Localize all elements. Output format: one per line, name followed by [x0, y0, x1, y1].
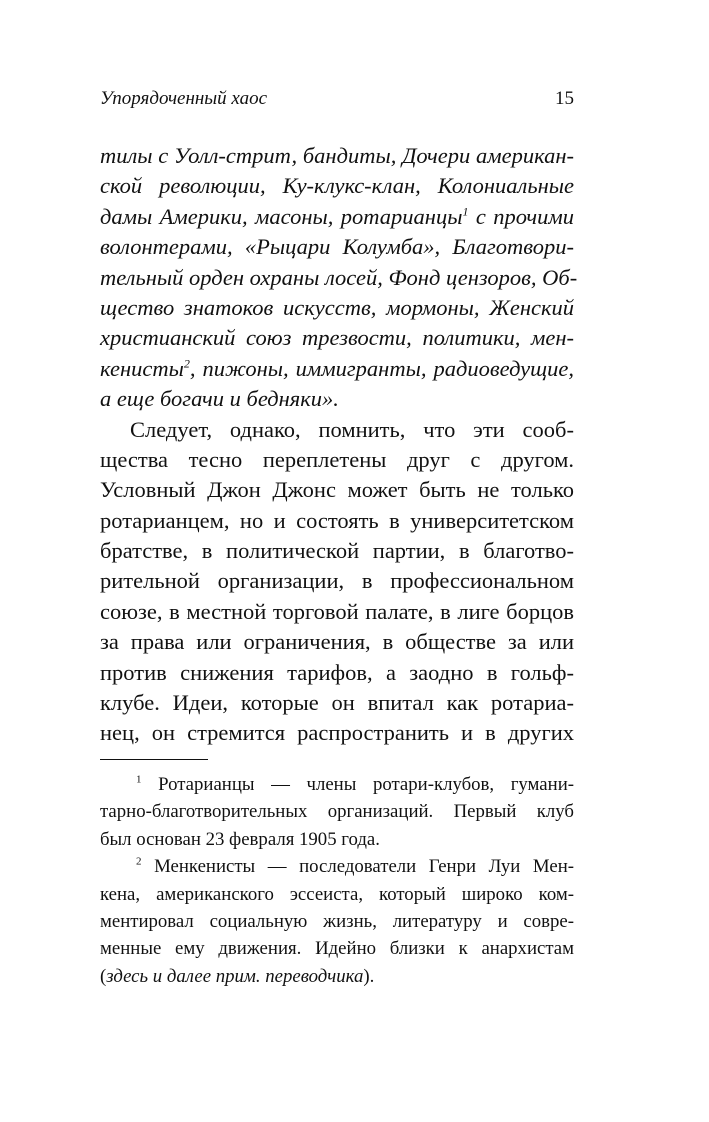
text-line: тилы с Уолл-стрит, бандиты, Дочери американ- [100, 143, 574, 168]
text-line: Условный Джон Джонс может быть не только [100, 477, 574, 503]
footnote-number: 1 [136, 773, 142, 786]
text-line: нец, он стремится распространить и в других [100, 720, 574, 746]
text-fragment: Ротарианцы — члены ротари-клубов, гумани- [141, 774, 574, 795]
footnote-1 [100, 771, 574, 853]
footnote-ref-2[interactable]: 2 [183, 356, 190, 371]
text-line: против снижения тарифов, а заодно в гольф- [100, 659, 574, 685]
footnote-ref-1[interactable]: 1 [462, 204, 469, 219]
page-number: 15 [555, 88, 574, 109]
footnote-line [100, 771, 574, 798]
body-paragraph [100, 415, 574, 749]
text-line [100, 354, 574, 384]
translator-note: здесь и далее прим. переводчика [106, 965, 364, 987]
text-line: щества тесно переплетены друг с другом. [100, 446, 574, 472]
text-fragment: дамы Америки, масоны, ротарианцы [100, 203, 463, 229]
text-line: тельный орден охраны лосей, Фонд цензоров, Об- [100, 264, 578, 290]
text-line [100, 202, 574, 232]
text-line: щество знатоков искусств, мормоны, Женский [100, 294, 574, 320]
text-fragment: ). [363, 965, 375, 987]
footnote-line: был основан 23 февраля 1905 года. [100, 828, 380, 850]
text-line: клубе. Идеи, которые он впитал как ротариа- [100, 690, 574, 716]
text-line: а еще богачи и бедняки». [100, 386, 339, 412]
text-line: ротарианцем, но и состоять в университетском [100, 507, 574, 533]
text-fragment: Менкенисты — последователи Генри Луи Мен- [141, 856, 574, 878]
main-text [100, 141, 578, 749]
text-fragment: ( [100, 965, 107, 987]
text-line: братстве, в политической партии, в благотво- [100, 538, 574, 564]
text-fragment: , пижоны, иммигранты, радиоведущие, [189, 355, 574, 381]
text-line: рительной организации, в профессиональном [100, 568, 574, 594]
text-line: волонтерами, «Рыцари Колумба», Благотвори- [100, 234, 574, 260]
footnote-2 [100, 853, 574, 990]
page-header [100, 86, 574, 112]
footnote-line: менные ему движения. Идейно близки к анархистам [100, 938, 574, 960]
footnote-line: кена, американского эссеиста, который широко ком- [100, 883, 574, 905]
footnote-line: тарно-благотворительных организаций. Первый клуб [100, 801, 574, 823]
running-title: Упорядоченный хаос [100, 88, 268, 109]
footnote-number: 2 [136, 855, 142, 868]
footnotes [100, 771, 574, 990]
footnote-separator [100, 759, 208, 760]
text-fragment: с прочими [468, 203, 575, 229]
text-fragment: кенисты [100, 355, 184, 381]
footnote-line: ментировал социальную жизнь, литературу и совре- [100, 910, 574, 932]
text-line: ской революции, Ку-клукс-клан, Колониальные [100, 173, 574, 199]
footnote-line [100, 963, 574, 990]
text-line: христианский союз трезвости, политики, мен- [100, 325, 574, 351]
text-line: Следует, однако, помнить, что эти сооб- [130, 416, 574, 442]
text-line: за права или ограничения, в обществе за или [100, 629, 574, 655]
quotation-block [100, 141, 578, 415]
footnote-line [100, 853, 574, 880]
text-line: союзе, в местной торговой палате, в лиге борцов [100, 598, 574, 624]
